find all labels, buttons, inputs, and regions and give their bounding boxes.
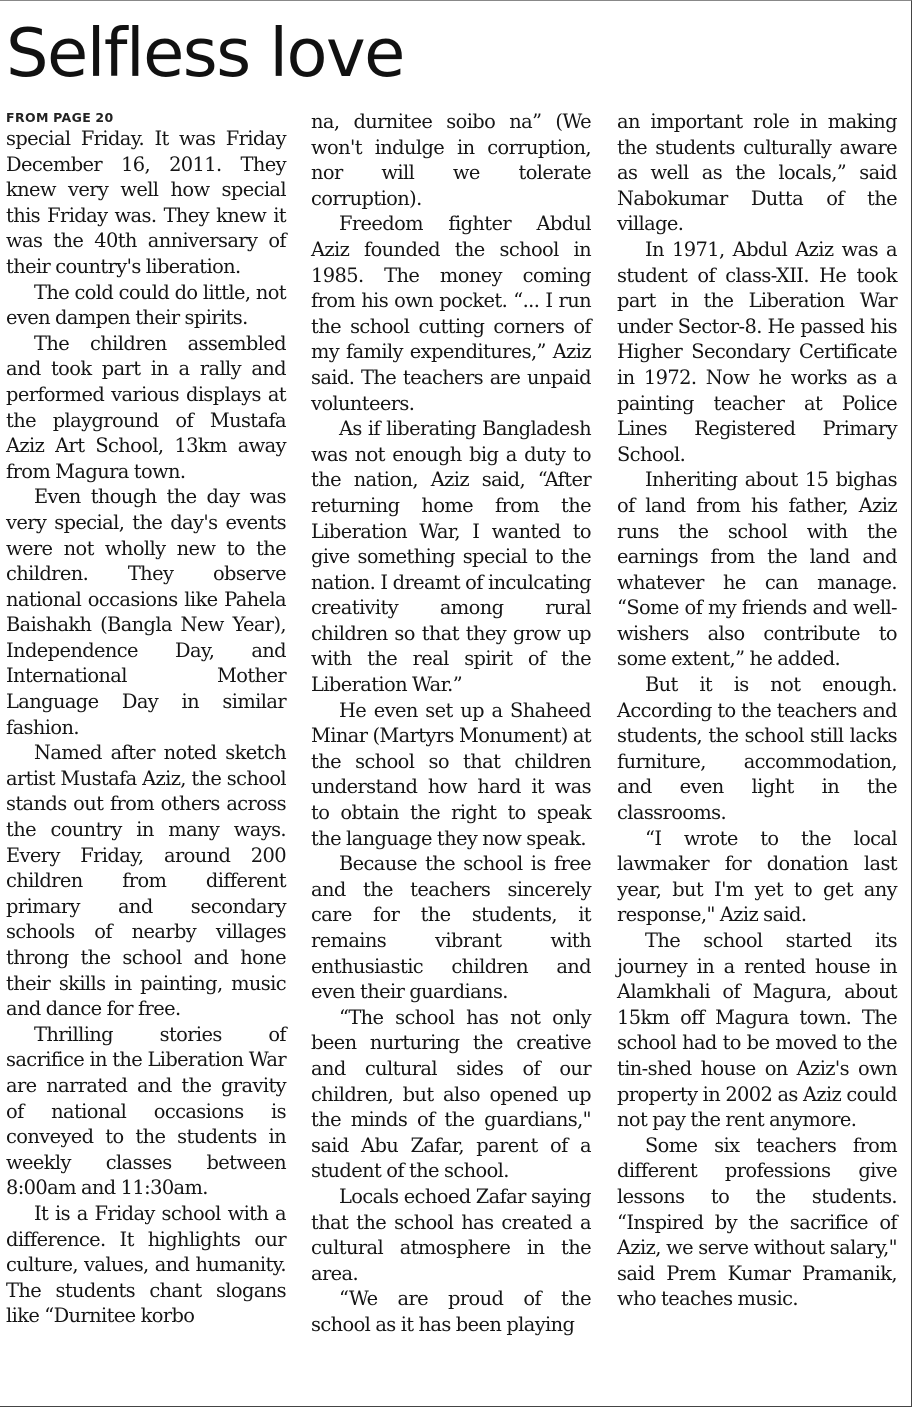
article-paragraph: It is a Friday school with a difference. It highlights our culture, values, and humanity. The students chant slogans like “Durnitee korbo	[6, 1201, 286, 1328]
article-paragraph: “We are proud of the school as it has been playing	[311, 1287, 591, 1336]
column-2	[311, 109, 591, 1338]
article-paragraph: Locals echoed Zafar saying that the school has created a cultural atmosphere in the area.	[311, 1184, 591, 1285]
column-1	[6, 109, 286, 1329]
article-paragraph: “I wrote to the local lawmaker for donation last year, but I'm yet to get any response," Aziz said.	[617, 826, 897, 927]
article-paragraph: The school started its journey in a rented house in Alamkhali of Magura, about 15km off Magura town. The school had to be moved to the tin-shed house on Aziz's own property in 2002 as Aziz could not pay the rent anymore.	[617, 929, 897, 1132]
article-paragraph: Because the school is free and the teachers sincerely care for the students, it remains vibrant with enthusiastic children and even their guardians.	[311, 852, 591, 1004]
article-paragraph: He even set up a Shaheed Minar (Martyrs Monument) at the school so that children understand how hard it was to obtain the right to speak the language they now speak.	[311, 698, 591, 850]
column-3	[617, 109, 897, 1312]
article-paragraph: na, durnitee soibo na” (We won't indulge in corruption, nor will we tolerate corruption).	[311, 110, 591, 210]
article-paragraph: special Friday. It was Friday December 16, 2011. They knew very well how special this Friday was. They knew it was the 40th anniversary of their country's liberation.	[6, 127, 286, 278]
article-paragraph: But it is not enough. According to the teachers and students, the school still lacks furniture, accommodation, and even light in the classrooms.	[617, 673, 897, 825]
article-paragraph: As if liberating Bangladesh was not enough big a duty to the nation, Aziz said, “After returning home from the Liberation War, I wanted to give something special to the nation. I dreamt of inculcating creativity among rural children so that they grow up with the real spirit of the Liberation War.”	[311, 417, 591, 697]
article-paragraph: Thrilling stories of sacrifice in the Liberation War are narrated and the gravity of national occasions is conveyed to the students in weekly classes between 8:00am and 11:30am.	[6, 1022, 286, 1200]
article-paragraph: Even though the day was very special, the day's events were not wholly new to the children. They observe national occasions like Pahela Baishakh (Bangla New Year), Independence Day, and International Mother Language Day in similar fashion.	[6, 485, 286, 739]
article-paragraph: Inheriting about 15 bighas of land from his father, Aziz runs the school with the earnings from the land and whatever he can manage. “Some of my friends and well-wishers also contribute to some extent,” he added.	[617, 468, 897, 671]
article-paragraph: “The school has not only been nurturing the creative and cultural sides of our children, but also opened up the minds of the guardians," said Abu Zafar, parent of a student of the school.	[311, 1005, 591, 1183]
article-paragraph: The cold could do little, not even dampen their spirits.	[6, 280, 286, 330]
headline: Selfless love	[6, 14, 404, 92]
article-paragraph: In 1971, Abdul Aziz was a student of class-XII. He took part in the Liberation War under Sector-8. He passed his Higher Secondary Certificate in 1972. Now he works as a painting teacher at Police Lines Registered Primary School.	[617, 237, 897, 466]
article-paragraph: an important role in making the students culturally aware as well as the locals,” said Nabokumar Dutta of the village.	[617, 110, 897, 236]
article-paragraph: The children assembled and took part in a rally and performed various displays at the playground of Mustafa Aziz Art School, 13km away from Magura town.	[6, 331, 286, 483]
article-paragraph: Some six teachers from different professions give lessons to the students. “Inspired by the sacrifice of Aziz, we serve without salary," said Prem Kumar Pramanik, who teaches music.	[617, 1133, 897, 1311]
jump-line: FROM PAGE 20	[6, 110, 114, 125]
article-paragraph: Named after noted sketch artist Mustafa Aziz, the school stands out from others across the country in many ways. Every Friday, around 200 children from different primary and secondary schools of nearby villages throng the school and hone their skills in painting, music and dance for free.	[6, 741, 286, 1021]
article-paragraph: Freedom fighter Abdul Aziz founded the school in 1985. The money coming from his own pocket. “... I run the school cutting corners of my family expenditures,” Aziz said. The teachers are unpaid volunteers.	[311, 212, 591, 415]
